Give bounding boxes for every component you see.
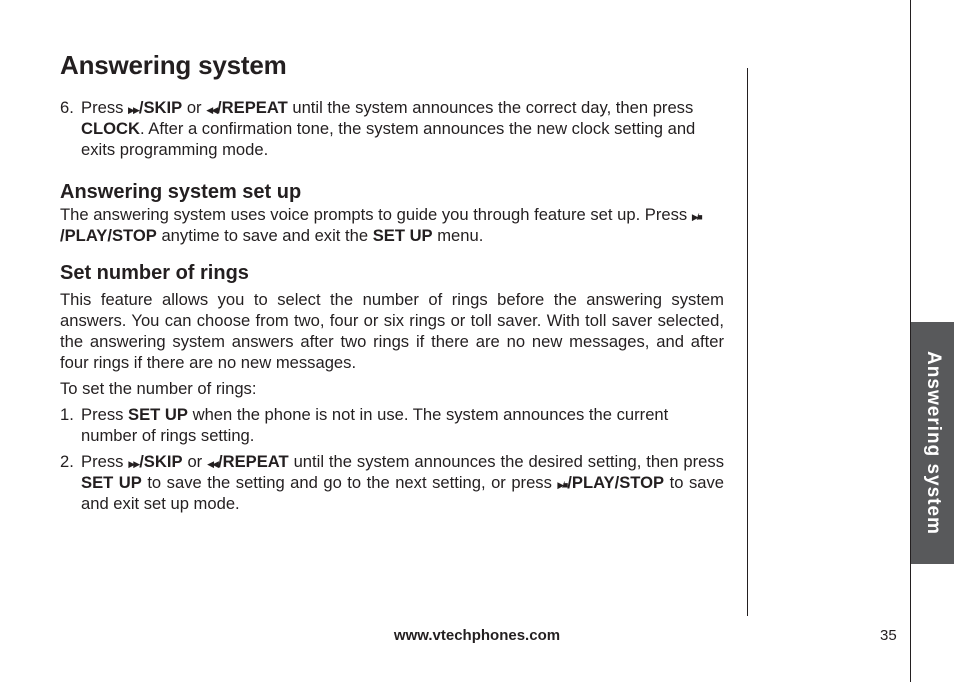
step-number: 2.	[60, 452, 74, 471]
skip-icon: ▶▶	[128, 105, 138, 115]
step-text: Press	[81, 405, 129, 424]
step-text: to save the setting and go to the next setting, or press	[141, 473, 558, 492]
step-number: 1.	[60, 405, 74, 424]
section-side-tab	[911, 322, 954, 564]
play-stop-key-label: /PLAY/STOP	[567, 473, 665, 492]
rings-description: This feature allows you to select the number of rings before the answering system answers. You can choose from two, four or six rings or toll saver. With toll saver selected, the answering system answers after two rings if there are no new messages, and after four rings if there are no new messages.	[60, 290, 724, 372]
setup-key-label: SET UP	[128, 405, 188, 424]
setup-key-label: SET UP	[81, 473, 142, 492]
setup-text: The answering system uses voice prompts to guide you through feature set up. Press	[60, 205, 692, 224]
repeat-key-label: /REPEAT	[217, 98, 288, 117]
setup-paragraph	[60, 204, 724, 246]
step-text: Press	[81, 98, 129, 117]
main-content	[60, 97, 724, 514]
column-divider	[747, 68, 748, 616]
step-text: until the system announces the desired setting, then press	[288, 452, 724, 471]
step-text: . After a confirmation tone, the system announces the new clock setting and exits programming mode.	[81, 119, 696, 159]
step-1-press-setup	[60, 404, 724, 446]
skip-key-label: /SKIP	[138, 98, 183, 117]
step-text: until the system announces the correct day, then press	[287, 98, 694, 117]
step-2-select-rings	[60, 451, 724, 514]
setup-text: menu.	[432, 226, 484, 245]
setup-text: anytime to save and exit the	[156, 226, 373, 245]
step-text: or	[182, 98, 207, 117]
step-text: Press	[81, 452, 129, 471]
step-text: or	[182, 452, 208, 471]
footer-url: www.vtechphones.com	[393, 627, 561, 644]
repeat-key-label: /REPEAT	[217, 452, 289, 471]
step-6-set-clock	[60, 97, 724, 160]
play-stop-icon: ▶/■	[557, 480, 567, 490]
step-text: to save and exit set up mode.	[81, 473, 724, 513]
play-stop-icon: ▶/■	[691, 212, 701, 222]
skip-icon: ▶▶	[128, 459, 139, 469]
repeat-icon: ◀◀	[206, 105, 217, 115]
page-title: Answering system	[60, 50, 287, 80]
step-text: when the phone is not in use. The system announces the current number of rings setting.	[81, 405, 669, 445]
skip-key-label: /SKIP	[139, 452, 183, 471]
rings-intro: To set the number of rings:	[60, 379, 257, 398]
clock-key-label: CLOCK	[81, 119, 140, 138]
side-tab-label: Answering system	[922, 351, 944, 535]
play-stop-key-label: /PLAY/STOP	[60, 226, 157, 245]
section-heading-rings: Set number of rings	[60, 262, 249, 284]
repeat-icon: ◀◀	[207, 459, 217, 469]
step-number: 6.	[60, 98, 74, 117]
setup-key-label: SET UP	[372, 226, 433, 245]
section-heading-setup: Answering system set up	[60, 181, 302, 203]
page-number: 35	[880, 627, 897, 644]
